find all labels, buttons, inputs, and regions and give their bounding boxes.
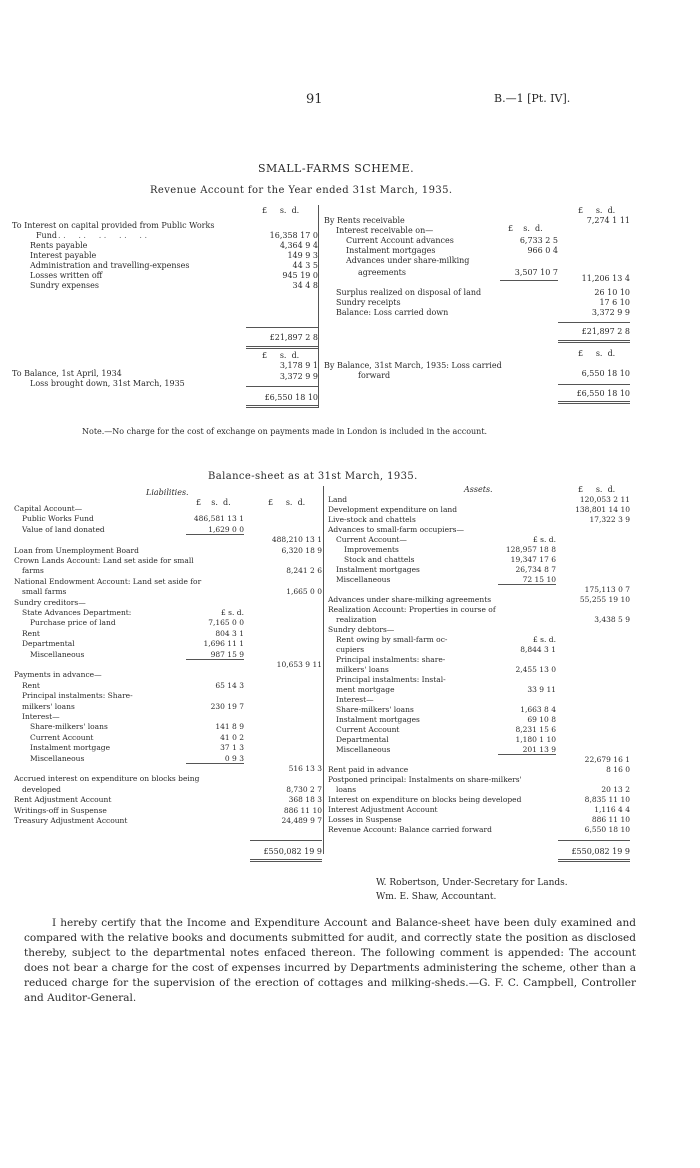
assets-money-head: £ s. d. [578,485,616,494]
audit-certificate: I hereby certify that the Income and Expenditure Account and Balance-sheet have been duly examined and compared with the relative books and documents submitted for audit, and correctly state the position as disclosed thereby, subject to the departmental notes enfaced thereon. The following comment is appended: The account does not bear a charge for the cost of expenses incurred by Departments administering the scheme, other than a reduced charge for the supervision of the erection of cottages and milking-sheds.—G. F. C. Campbell, Controller and Auditor-General. [24,917,636,1004]
asset-inner-amount: 201 13 9 [522,745,556,754]
liability-label: Instalment mortgage [30,743,111,753]
revenue-debit-label: Losses written off [30,271,103,280]
revenue-credit-amount: 26 10 10 [594,288,630,297]
asset-inner-amount: £ s. d. [533,535,556,544]
asset-label: Revenue Account: Balance carried forward [328,825,492,834]
asset-label: Principal instalments: share- [336,655,446,664]
liability-label: Rent Adjustment Account [14,795,112,805]
asset-label: Losses in Suspense [328,815,402,824]
revenue-debit-label: Sundry expenses [30,281,99,290]
revenue-inner-money-head: £ s. d. [508,224,543,233]
liability-label: Crown Lands Account: Land set aside for small [14,556,194,565]
liability-subtotal-rule [186,534,244,535]
asset-label: realization [336,615,377,624]
liability-amount: 10,653 9 11 [276,660,322,669]
liability-inner-amount: £ s. d. [221,608,244,617]
liability-inner-amount: 804 3 1 [215,628,244,638]
page-number: 91 [306,92,323,107]
asset-inner-amount: 2,455 13 0 [515,665,556,674]
asset-inner-amount: 1,663 8 4 [520,705,556,714]
asset-label: Rent owing by small-farm oc- [336,635,448,644]
asset-amount: 8 16 0 [606,765,630,774]
asset-label: Instalment mortgages [336,715,420,724]
asset-label: Stock and chattels [344,555,415,564]
revenue-credit-label: Surplus realized on disposal of land [336,288,482,297]
liability-amount: 1,665 0 0 [286,587,322,597]
asset-label: Postponed principal: Instalments on share-milkers' [328,775,522,784]
liability-subtotal-rule [186,659,244,660]
liabilities-money-head: £ s. d. [268,498,306,507]
asset-label: ment mortgage [336,685,395,694]
liability-amount: 6,320 18 9 [281,545,322,555]
asset-amount: 55,255 19 10 [579,595,630,604]
asset-inner-amount: £ s. d. [533,635,556,644]
balance-sheet-title: Balance-sheet as at 31st March, 1935. [208,471,418,482]
liability-amount: 886 11 10 [283,805,322,815]
liability-label: Public Works Fund [22,514,94,524]
asset-amount: 6,550 18 10 [584,825,630,834]
revenue-balance-credit-label: By Balance, 31st March, 1935: Loss carried [324,361,502,370]
note: Note.—No charge for the cost of exchange on payments made in London is included in the account. [82,427,488,436]
revenue-debit-amount: 4,364 9 4 [279,241,318,250]
liability-amount: 24,489 9 7 [281,816,322,825]
asset-amount: 8,835 11 10 [584,795,630,804]
liability-label: Principal instalments: Share- [22,691,133,701]
asset-amount: 886 11 10 [591,815,630,824]
asset-inner-amount: 72 15 10 [522,575,556,584]
revenue-balance-credit-money-head: £ s. d. [578,349,616,358]
liability-label: farms [22,566,44,576]
asset-amount: 1,116 4 4 [594,805,630,814]
revenue-balance-debit-total: £6,550 18 10 [264,393,318,402]
asset-label: Miscellaneous [336,575,391,584]
asset-label: milkers' loans [336,665,389,674]
revenue-balance-amount: 3,372 9 9 [279,372,318,381]
asset-amount: 20 13 2 [601,785,630,794]
asset-label: Principal instalments: Instal- [336,675,446,684]
liability-subtotal-rule [186,763,244,764]
revenue-debit-total: £21,897 2 8 [269,333,318,342]
asset-inner-amount: 8,844 3 1 [520,645,556,654]
liability-label: Loan from Unemployment Board [14,545,139,555]
liability-label: Rent [22,628,40,638]
liability-inner-amount: 7,165 0 0 [208,618,244,628]
liability-label: Miscellaneous [30,649,85,659]
liability-label: Treasury Adjustment Account [14,816,128,825]
revenue-credit-label: agreements [358,268,406,277]
liabilities-inner-money-head: £ s. d. [196,498,231,507]
liabilities-total: £550,082 19 9 [263,847,322,856]
revenue-credit-label: Interest receivable on— [336,226,434,235]
asset-label: Interest— [336,695,374,704]
liability-amount: 368 18 3 [288,795,322,805]
revenue-credit-amount: 3,372 9 9 [591,308,630,317]
asset-label: Land [328,495,348,504]
revenue-credit-total: £21,897 2 8 [581,327,630,336]
liabilities-heading: Liabilities. [146,488,189,497]
revenue-debit-label: Administration and travelling-expenses [30,261,190,270]
revenue-credit-label: Current Account advances [346,236,454,245]
asset-label: Advances to small-farm occupiers— [328,525,464,534]
revenue-debit-amount: 34 4 8 [292,281,318,290]
revenue-debit-amount: 945 19 0 [282,271,318,280]
asset-label: Share-milkers' loans [336,705,414,714]
liability-label: Interest— [22,712,60,721]
revenue-balance-amount: 3,178 9 1 [279,361,318,370]
revenue-debit-amount: 44 3 5 [292,261,318,270]
revenue-credit-amount: 17 6 10 [599,298,630,307]
liability-amount: 516 13 3 [288,764,322,773]
revenue-credit-label: Sundry receipts [336,298,401,307]
asset-label: Miscellaneous [336,745,391,754]
liability-label: Writings-off in Suspense [14,805,107,815]
asset-inner-amount: 26,734 8 7 [515,565,556,574]
revenue-credit-amount: 11,206 13 4 [581,274,630,283]
assets-total: £550,082 19 9 [571,847,630,856]
revenue-balance-credit-amount: 6,550 18 10 [581,369,630,378]
liability-inner-amount: 486,581 13 1 [193,514,244,524]
asset-label: Rent paid in advance [328,765,409,774]
asset-inner-amount: 69 10 8 [527,715,556,724]
asset-inner-amount: 128,957 18 8 [505,545,556,554]
asset-subtotal-rule [498,754,556,755]
revenue-account-title: Revenue Account for the Year ended 31st March, 1935. [150,185,453,196]
asset-label: loans [336,785,357,794]
asset-amount: 120,053 2 11 [579,495,630,504]
liability-inner-amount: 1,629 0 0 [208,524,244,534]
revenue-balance-money-head: £ s. d. [262,351,300,360]
asset-label: Live-stock and chattels [328,515,416,524]
liability-label: Current Account [30,732,94,742]
liability-label: developed [22,784,61,794]
asset-amount: 3,438 5 9 [594,615,630,624]
liability-label: milkers' loans [22,701,75,711]
liability-label: Sundry creditors— [14,597,86,607]
asset-inner-amount: 19,347 17 6 [510,555,556,564]
asset-inner-amount: 8,231 15 6 [515,725,556,734]
asset-label: Advances under share-milking agreements [328,595,492,604]
revenue-balance-label: To Balance, 1st April, 1934 [12,369,122,378]
asset-amount: 138,801 14 10 [575,505,630,514]
liability-label: Share-milkers' loans [30,722,108,732]
liability-inner-amount: 41 0 2 [220,732,244,742]
revenue-credit-label: Balance: Loss carried down [336,308,449,317]
asset-amount: 22,679 16 1 [584,755,630,764]
liability-label: Accrued interest on expenditure on blocks being [14,774,200,784]
signature-accountant: Wm. E. Shaw, Accountant. [376,892,497,902]
page-reference: B.—1 [Pt. IV]. [494,92,571,105]
asset-label: Improvements [344,545,399,554]
revenue-credit-inner: 3,507 10 7 [514,268,558,277]
balance-sheet-divider [323,486,324,854]
revenue-credit-label: Instalment mortgages [346,246,436,255]
asset-label: Instalment mortgages [336,565,420,574]
liability-inner-amount: 0 9 3 [224,753,244,763]
revenue-debit-label: Rents payable [30,241,88,250]
liability-inner-amount: 987 15 9 [210,649,244,659]
asset-label: Interest on expenditure on blocks being developed [328,795,522,804]
revenue-debit-label: To Interest on capital provided from Public Works [12,221,215,230]
asset-label: Current Account [336,725,400,734]
liability-label: Miscellaneous [30,753,85,763]
revenue-debit-amount: 149 9 3 [287,251,318,260]
liability-label: Departmental [22,639,75,649]
revenue-debit-label: Interest payable [30,251,97,260]
liability-amount: 8,730 2 7 [286,784,322,794]
revenue-credit-money-head: £ s. d. [578,206,616,215]
liability-label: State Advances Department: [22,608,132,617]
revenue-balance-credit-total: £6,550 18 10 [576,389,630,398]
liability-amount: 8,241 2 6 [286,566,322,576]
asset-label: Interest Adjustment Account [328,805,438,814]
asset-label: Realization Account: Properties in course of [328,605,496,614]
asset-label: Sundry debtors— [328,625,395,634]
revenue-debit-amount: 16,358 17 0 [269,231,318,240]
revenue-credit-label: Advances under share-milking [346,256,470,265]
revenue-debit-money-head: £ s. d. [262,206,300,215]
asset-amount: 175,113 0 7 [584,585,630,594]
asset-inner-amount: 1,180 1 10 [515,735,556,744]
liability-inner-amount: 65 14 3 [215,680,244,690]
liability-label: Rent [22,680,40,690]
asset-label: Development expenditure on land [328,505,458,514]
assets-heading: Assets. [464,485,493,494]
liability-label: Capital Account— [14,504,83,513]
asset-label: Departmental [336,735,389,744]
revenue-credit-inner: 6,733 2 5 [519,236,558,245]
liability-label: National Endowment Account: Land set aside for [14,576,202,586]
revenue-balance-label: Loss brought down, 31st March, 1935 [30,379,185,388]
asset-amount: 17,322 3 9 [589,515,630,524]
liability-inner-amount: 141 8 9 [215,722,244,732]
asset-label: cupiers [336,645,365,654]
revenue-divider [318,205,319,408]
liability-label: Purchase price of land [30,618,116,628]
liability-label: Value of land donated [22,524,105,534]
revenue-balance-credit-label: forward [358,371,391,380]
revenue-credit-inner: 966 0 4 [527,246,558,255]
liability-inner-amount: 230 19 7 [210,701,244,711]
asset-label: Current Account— [336,535,407,544]
signature-under-secretary: W. Robertson, Under-Secretary for Lands. [376,878,568,888]
asset-subtotal-rule [498,584,556,585]
scheme-title: SMALL-FARMS SCHEME. [258,162,415,175]
liability-label: small farms [22,587,67,597]
liability-inner-amount: 1,696 11 1 [203,639,244,649]
asset-inner-amount: 33 9 11 [527,685,556,694]
liability-label: Payments in advance— [14,670,102,680]
revenue-credit-label: By Rents receivable [324,216,405,225]
revenue-credit-amount: 7,274 1 11 [586,216,630,225]
revenue-debit-label: Fund [36,231,57,240]
liability-inner-amount: 37 1 3 [220,743,244,753]
liability-amount: 488,210 13 1 [271,535,322,545]
